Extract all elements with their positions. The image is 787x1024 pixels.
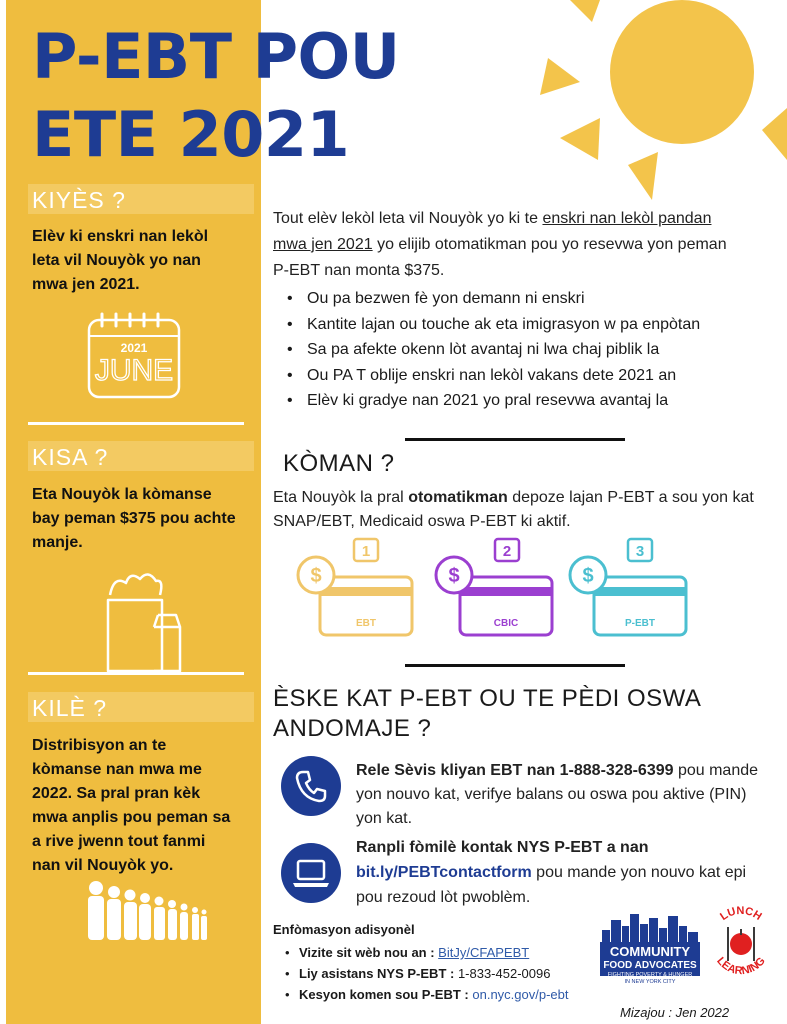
list-item: • Elèv ki gradye nan 2021 yo pral resevwa avantaj la: [285, 388, 700, 414]
logo-text-line-2: FOOD ADVOCATES: [603, 960, 697, 971]
lost-card-heading: [273, 684, 701, 744]
intro-paragraph: [273, 206, 743, 284]
info-list: [285, 942, 569, 1005]
list-item: [285, 963, 569, 984]
sun-icon: [540, 0, 787, 220]
updated-date: Mizajou : Jen 2022: [620, 1005, 730, 1020]
logo-learning-text: LEARNING: [714, 955, 768, 978]
lunch-learning-logo: [706, 905, 776, 981]
helpline-number: 1-833-452-0096: [457, 966, 551, 981]
how-text-bold: otomatikman: [408, 489, 508, 506]
contact-form-link[interactable]: bit.ly/PEBTcontactform: [356, 864, 532, 881]
website-link[interactable]: BitJy/CFAPEBT: [438, 945, 530, 960]
pebt-card-icon: [570, 539, 686, 635]
logo-text-line-1: COMMUNITY: [609, 944, 691, 959]
phone-icon: [281, 756, 341, 816]
list-item: [285, 984, 569, 1005]
sidebar-divider: [28, 672, 244, 675]
when-body: Distribisyon an te kòmanse nan mwa me 2022. Sa pral pran kèk mwa anplis pou peman sa a rive jwenn tout fanmi nan vil Nouyòk yo.: [32, 737, 231, 874]
title-line-1: P-EBT POU: [32, 20, 400, 93]
form-bold: Ranpli fòmilè kontak NYS P-EBT a nan: [356, 839, 649, 856]
card-number: 2: [502, 543, 512, 560]
what-body: Eta Nouyòk la kòmanse bay peman $375 pou achte manje.: [32, 486, 236, 551]
how-heading: KÒMAN ?: [283, 450, 395, 477]
list-item: • Kantite lajan ou touche ak eta imigrasyon w pa enpòtan: [285, 312, 700, 338]
who-body: Elèv ki enskri nan lekòl leta vil Nouyòk yo nan mwa jen 2021.: [32, 228, 209, 293]
svg-text:$: $: [310, 565, 322, 587]
what-heading: KISA ?: [28, 441, 254, 471]
svg-text:LUNCH: [718, 905, 764, 923]
card-label: CBIC: [493, 618, 519, 629]
how-text-start: Eta Nouyòk la pral: [273, 489, 409, 506]
calendar-year: 2021: [120, 341, 148, 355]
community-food-advocates-logo: [600, 912, 700, 986]
intro-text-end: yo elijib otomatikman pou yo resevwa yon peman P-EBT nan monta $375.: [273, 236, 727, 279]
info-label: Kesyon komen sou P-EBT :: [299, 987, 473, 1002]
calendar-icon: [86, 312, 182, 400]
section-divider: [405, 438, 625, 441]
svg-text:LEARNING: [714, 955, 768, 977]
svg-text:$: $: [582, 565, 594, 587]
card-label: EBT: [356, 618, 376, 629]
call-paragraph: [356, 759, 766, 831]
card-number: 3: [635, 543, 645, 560]
call-bold: Rele Sèvis kliyan EBT nan 1-888-328-6399: [356, 762, 674, 779]
ebt-card-icon: [298, 539, 412, 635]
call-rest: pou mande yon nouvo kat, verifye balans ou oswa pou aktive (PIN) yon kat.: [356, 762, 759, 827]
logo-tagline-2: IN NEW YORK CITY: [624, 979, 676, 985]
lost-heading-line-1: ÈSKE KAT P-EBT OU TE PÈDI OSWA: [273, 685, 702, 712]
when-heading: KILÈ ?: [28, 692, 254, 722]
faq-link[interactable]: on.nyc.gov/p-ebt: [472, 987, 569, 1002]
cbic-card-icon: [436, 539, 552, 635]
grocery-bag-icon: [100, 565, 186, 675]
benefit-cards-illustration: [292, 535, 692, 650]
list-item: [285, 942, 569, 963]
list-item: • Ou PA T oblije enskri nan lekòl vakans dete 2021 an: [285, 363, 700, 389]
lost-heading-line-2: ANDOMAJE ?: [273, 715, 432, 742]
people-queue-icon: [84, 880, 209, 940]
info-label: Vizite sit wèb nou an :: [299, 945, 439, 960]
form-rest: pou mande yon nouvo kat epi pou rezoud lòt pwoblèm.: [356, 864, 747, 906]
eligibility-list: [285, 286, 700, 414]
card-number: 1: [361, 543, 371, 560]
who-heading: KIYÈS ?: [28, 184, 254, 214]
page-title: [32, 18, 400, 174]
title-line-2: ETE 2021: [32, 98, 350, 171]
intro-text-start: Tout elèv lekòl leta vil Nouyòk yo ki te: [273, 210, 543, 227]
how-text-end: depoze lajan P-EBT a sou yon kat SNAP/EBT, Medicaid oswa P-EBT ki aktif.: [273, 489, 754, 530]
how-paragraph: [273, 486, 763, 534]
info-label: Liy asistans NYS P-EBT :: [299, 966, 458, 981]
list-item: • Sa pa afekte okenn lòt avantaj ni lwa chaj piblik la: [285, 337, 700, 363]
info-title: Enfòmasyon adisyonèl: [273, 922, 415, 937]
form-paragraph: [356, 835, 766, 910]
svg-text:$: $: [448, 565, 460, 587]
list-item: • Ou pa bezwen fè yon demann ni enskri: [285, 286, 700, 312]
card-label: P-EBT: [625, 618, 655, 629]
logo-tagline-1: FIGHTING POVERTY & HUNGER: [607, 972, 693, 978]
laptop-icon: [281, 843, 341, 903]
sidebar-divider: [28, 422, 244, 425]
calendar-month: JUNE: [94, 354, 174, 387]
section-divider: [405, 664, 625, 667]
logo-lunch-text: LUNCH: [718, 905, 764, 923]
enrollment-link[interactable]: enskri nan lekòl pandan mwa jen 2021: [273, 210, 712, 253]
